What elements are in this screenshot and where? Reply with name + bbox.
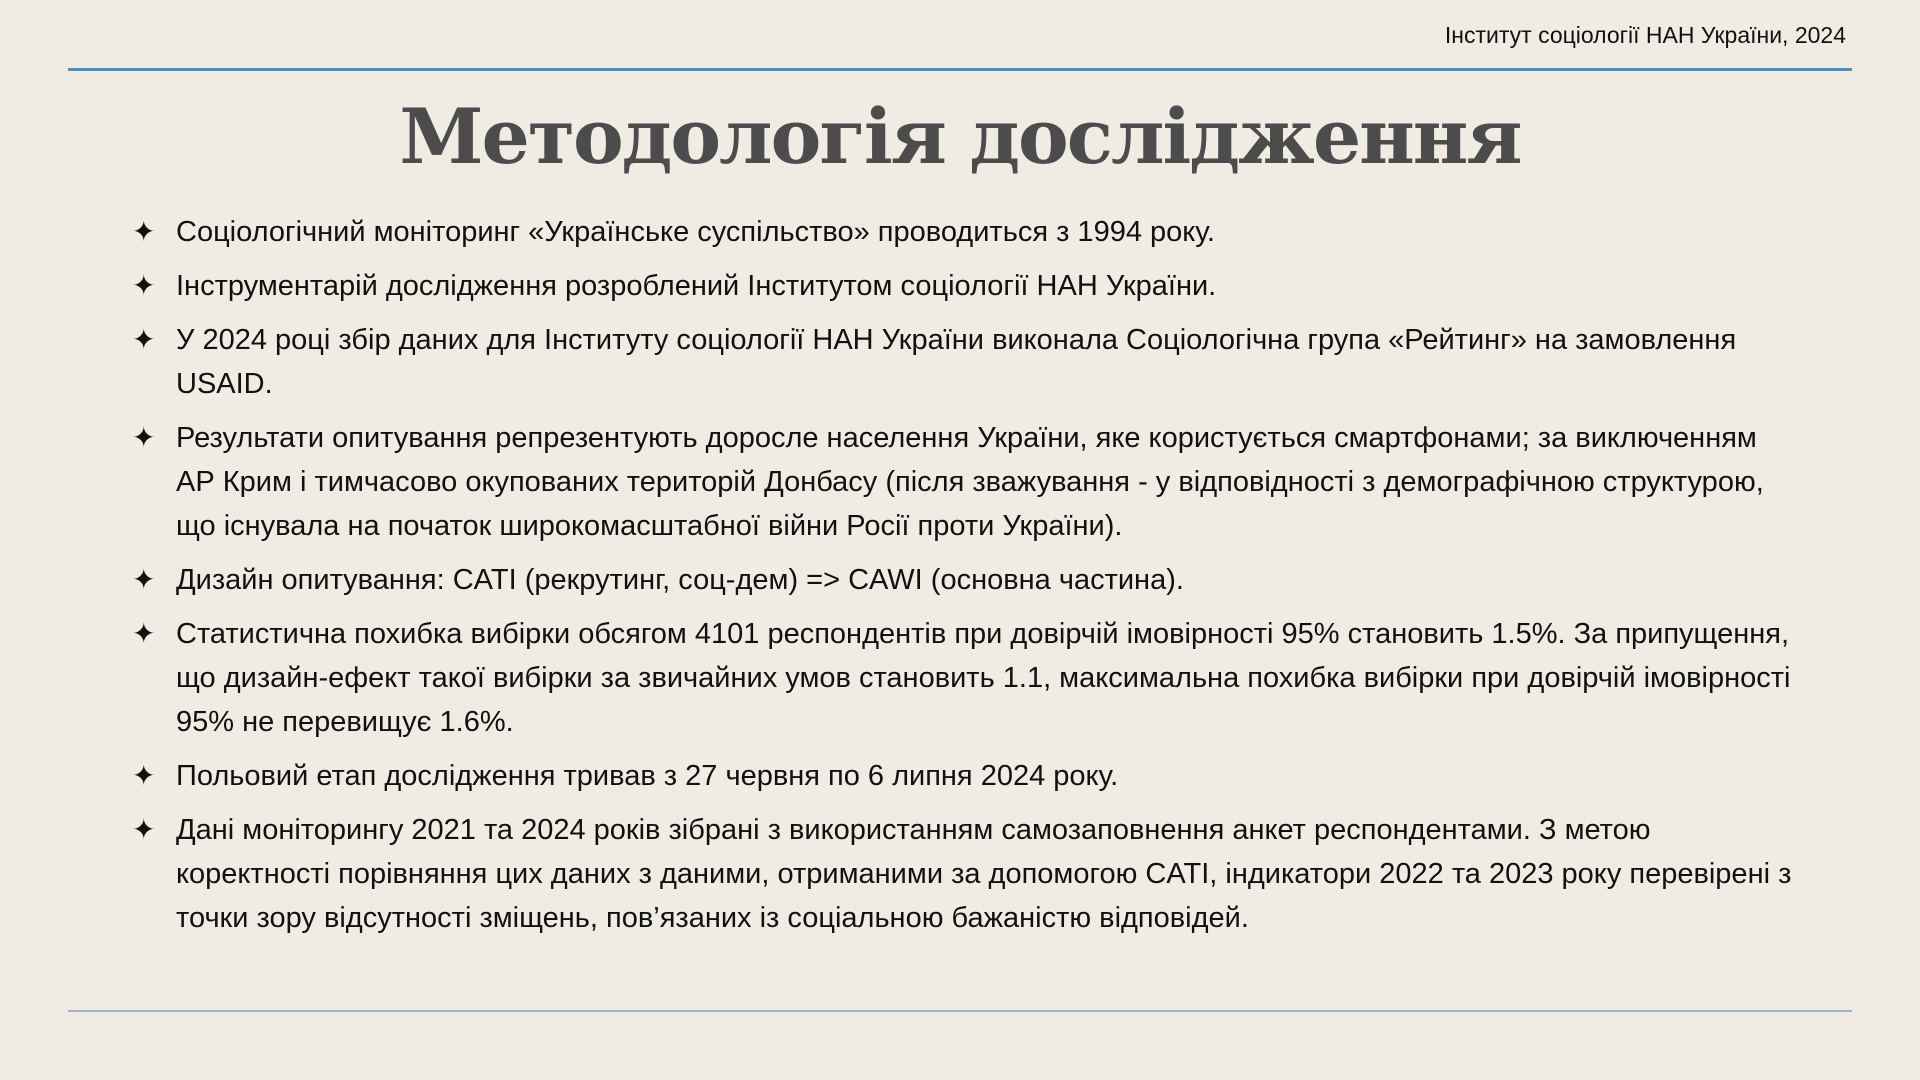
list-item — [132, 558, 1792, 602]
list-item — [132, 754, 1792, 798]
list-item-text: Результати опитування репрезентують доросле населення України, яке користується смартфонами; за виключенням АР Крим і тимчасово окупованих територій Донбасу (після зважування - у відповідності з демографічною структурою, що існувала на початок широкомасштабної війни Росії проти України). — [176, 422, 1764, 542]
list-item — [132, 210, 1792, 254]
list-item — [132, 264, 1792, 308]
list-item-text: Дані моніторингу 2021 та 2024 років зібрані з використанням самозаповнення анкет респондентами. З метою коректності порівняння цих даних з даними, отриманими за допомогою CATI, індикатори 2022 та 2023 року перевірені з точки зору відсутності зміщень, пов’язаних із соціальною бажаністю відповідей. — [176, 814, 1792, 934]
four-pointed-star-icon: ✦ — [132, 269, 156, 302]
four-pointed-star-icon: ✦ — [132, 617, 156, 650]
list-item-text: Статистична похибка вибірки обсягом 4101 респондентів при довірчій імовірності 95% становить 1.5%. За припущення, що дизайн-ефект такої вибірки за звичайних умов становить 1.1, максимальна похибка вибірки при довірчій імовірності 95% не перевищує 1.6%. — [176, 618, 1791, 738]
page-title: Методологія дослідження — [399, 92, 1521, 181]
list-item — [132, 318, 1792, 406]
organization-header: Інститут соціології НАН України, 2024 — [1444, 22, 1846, 48]
four-pointed-star-icon: ✦ — [132, 563, 156, 596]
list-item — [132, 612, 1792, 744]
list-item-text: Польовий етап дослідження тривав з 27 червня по 6 липня 2024 року. — [176, 760, 1119, 792]
list-item — [132, 416, 1792, 548]
methodology-list — [132, 210, 1792, 950]
list-item-text: Соціологічний моніторинг «Українське суспільство» проводиться з 1994 року. — [176, 216, 1215, 248]
four-pointed-star-icon: ✦ — [132, 215, 156, 248]
four-pointed-star-icon: ✦ — [132, 421, 156, 454]
bottom-divider — [68, 1010, 1852, 1012]
top-divider — [68, 68, 1852, 71]
four-pointed-star-icon: ✦ — [132, 813, 156, 846]
list-item-text: У 2024 році збір даних для Інституту соціології НАН України виконала Соціологічна група «Рейтинг» на замовлення USAID. — [176, 324, 1737, 400]
list-item-text: Інструментарій дослідження розроблений Інститутом соціології НАН України. — [176, 270, 1217, 302]
four-pointed-star-icon: ✦ — [132, 323, 156, 356]
four-pointed-star-icon: ✦ — [132, 759, 156, 792]
list-item — [132, 808, 1792, 940]
list-item-text: Дизайн опитування: CATI (рекрутинг, соц-дем) => CAWI (основна частина). — [176, 564, 1184, 596]
